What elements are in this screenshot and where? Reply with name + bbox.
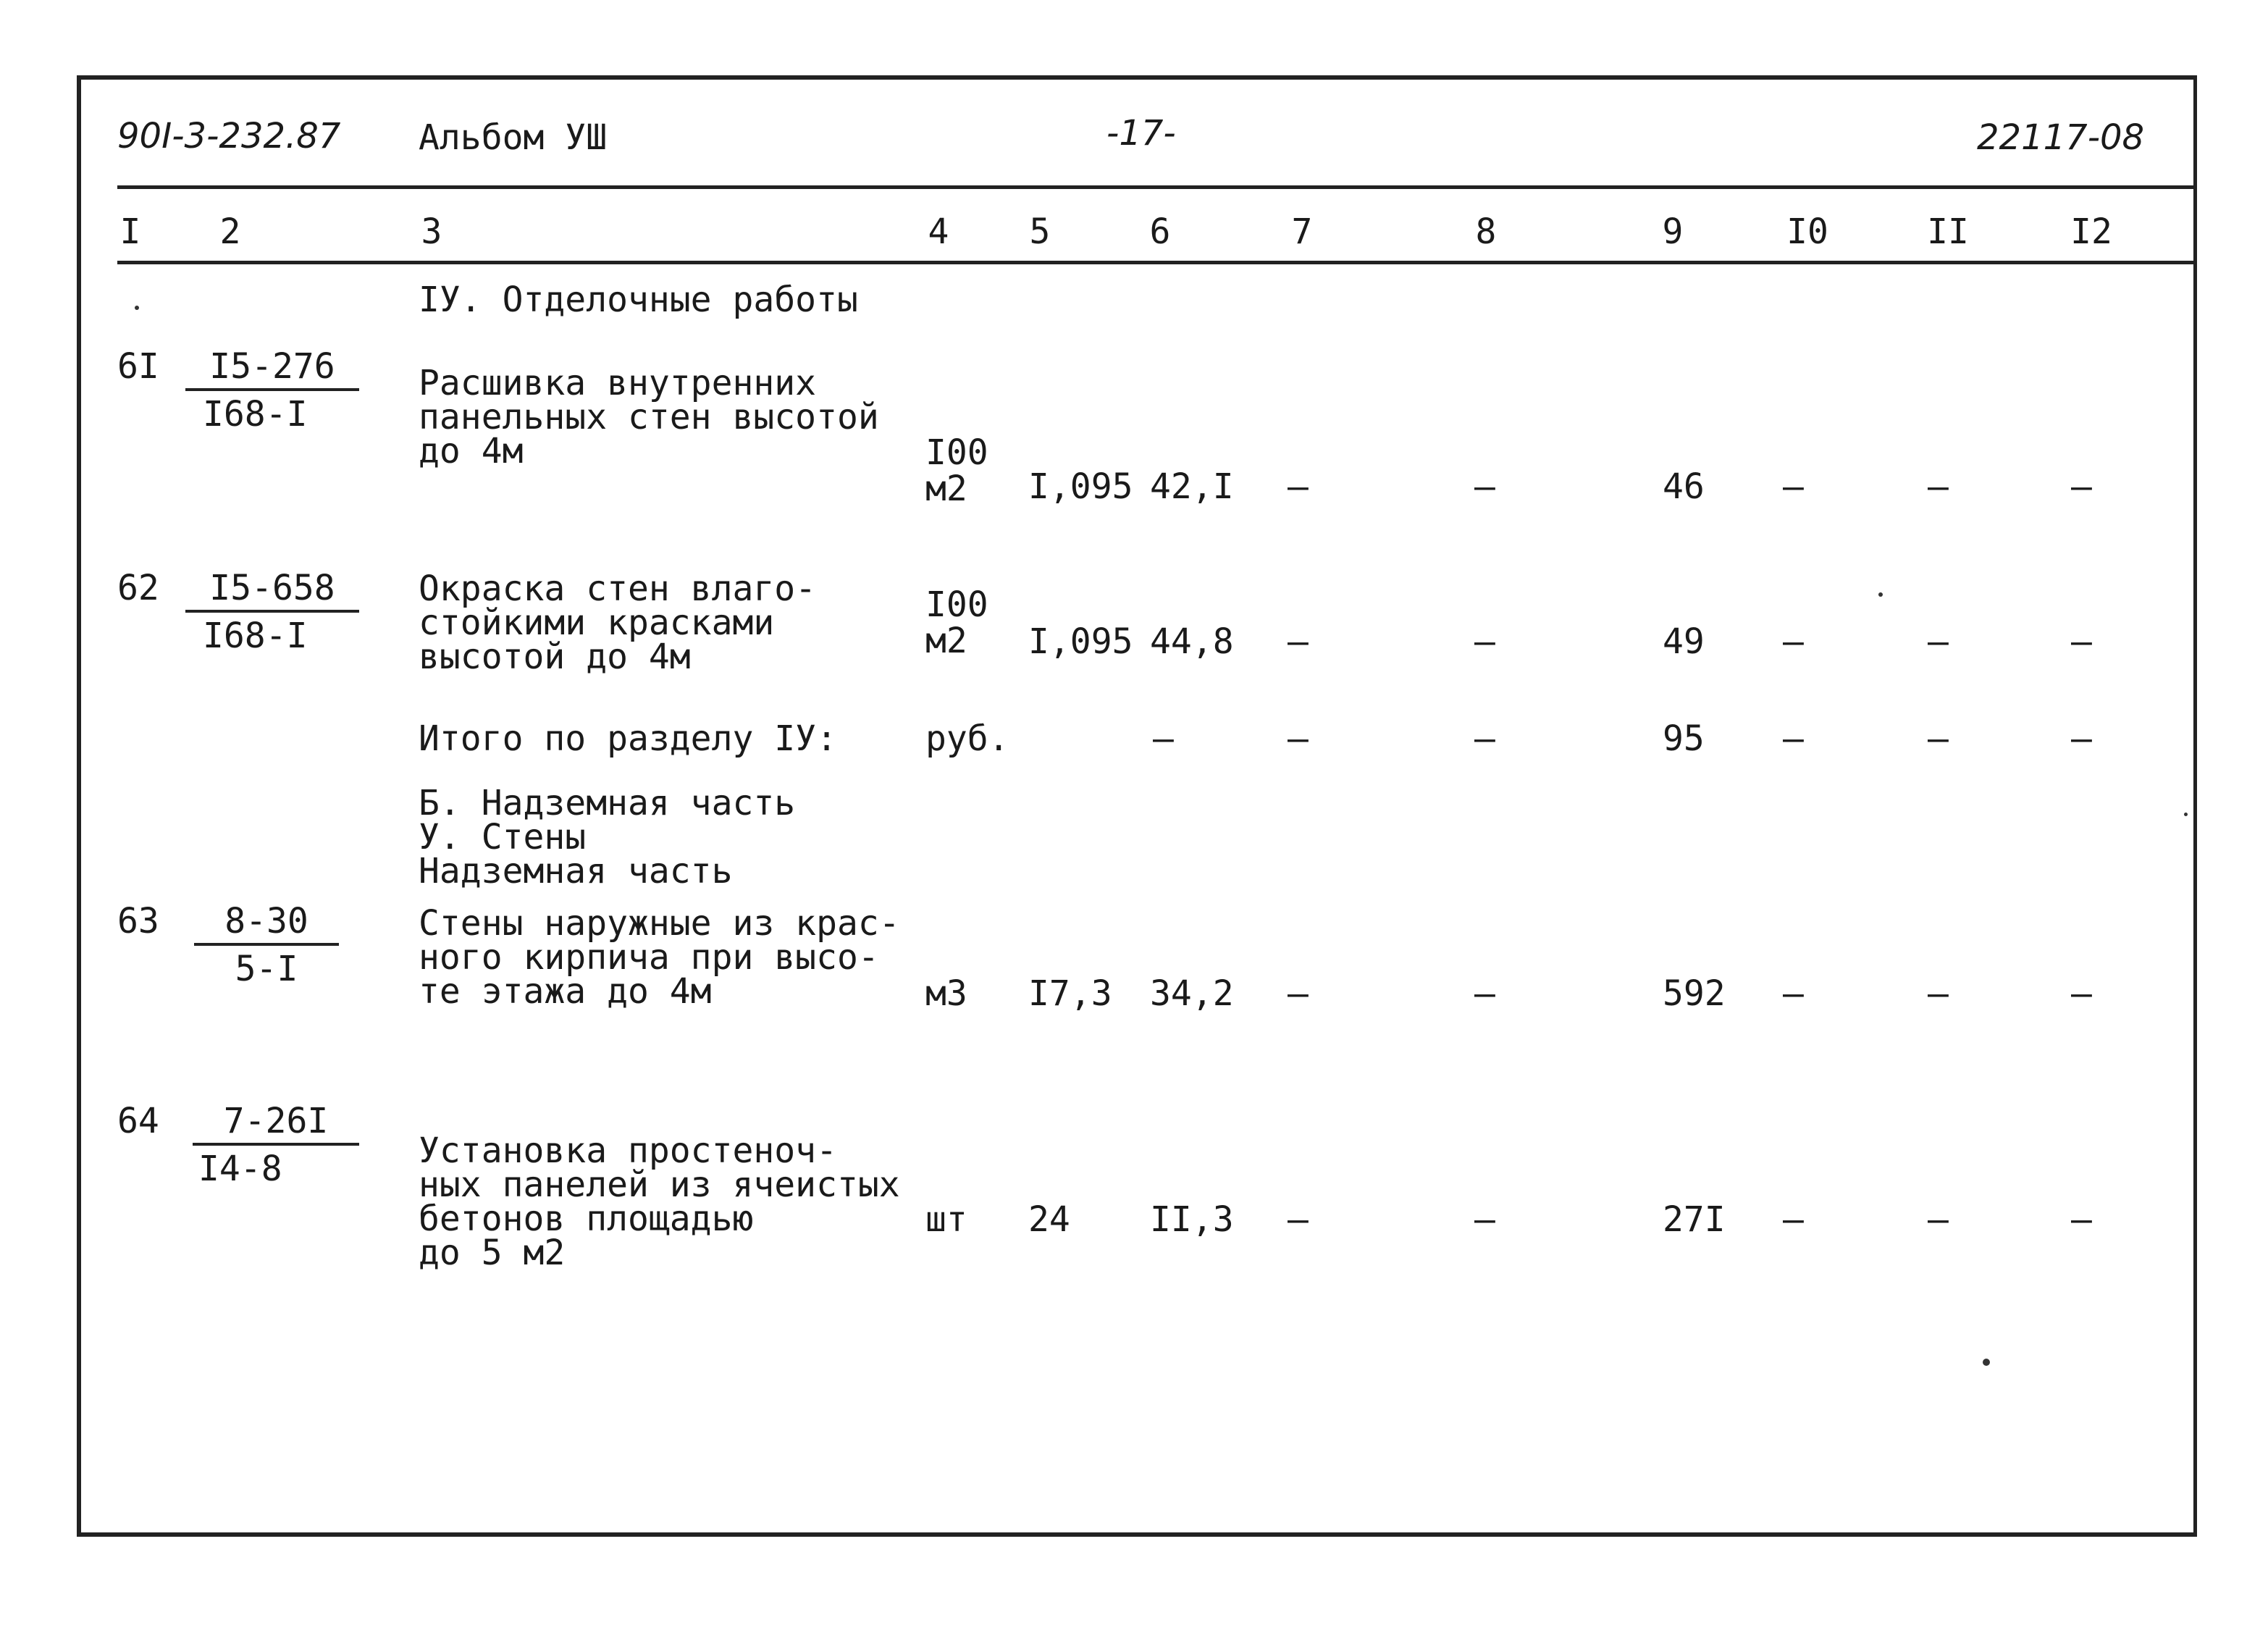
work-description: Расшивка внутренних панельных стен высотой до 4м [419,363,879,471]
col10-value: – [1783,1199,1804,1240]
col5-value: 24 [1028,1199,1070,1240]
col8-value: – [1474,718,1495,759]
col10-value: – [1783,973,1804,1014]
unit: I00 м2 [925,432,988,509]
col6-value: 42,I [1150,466,1234,507]
work-description: Установка простеноч- ных панелей из ячеистых бетонов площадью до 5 м2 [419,1130,900,1273]
subtotal-unit: руб. [925,718,1009,759]
work-description: Стены наружные из крас- ного кирпича при высо- те этажа до 4м [419,903,900,1012]
header-rule [117,185,2196,189]
subtotal-label: Итого по разделу IУ: [419,718,837,759]
col-header-12: I2 [2070,211,2112,252]
col10-value: – [1783,718,1804,759]
col9-value: 95 [1663,718,1705,759]
code-top: 8-30 [194,904,339,946]
code-top: I5-658 [185,571,359,613]
code-bottom: 5-I [235,949,298,989]
col7-value: – [1288,621,1309,662]
section-title: IУ. Отделочные работы [419,280,858,320]
scan-speck [2184,813,2188,816]
col-header-2: 2 [219,211,241,252]
col12-value: – [2071,718,2092,759]
album-title: Альбом УШ [419,117,608,158]
col11-value: – [1928,973,1949,1014]
col5-value: I,095 [1028,621,1133,662]
row-number: 63 [117,901,159,941]
col8-value: – [1474,973,1495,1014]
col7-value: – [1288,718,1309,759]
page-frame [77,75,2197,1537]
col-header-1: I [119,211,141,252]
col12-value: – [2071,466,2092,507]
col9-value: 46 [1663,466,1705,507]
col-header-3: 3 [421,211,442,252]
row-number: 64 [117,1101,159,1141]
col8-value: – [1474,621,1495,662]
unit: м3 [925,973,967,1014]
col10-value: – [1783,621,1804,662]
col-header-5: 5 [1029,211,1051,252]
scan-speck [135,306,139,310]
col5-value: I7,3 [1028,973,1112,1014]
code-bottom: I68-I [203,616,308,656]
col6-value: 34,2 [1150,973,1234,1014]
col8-value: – [1474,466,1495,507]
col7-value: – [1288,1199,1309,1240]
col9-value: 49 [1663,621,1705,662]
col9-value: 27I [1663,1199,1726,1240]
code-fraction [194,901,339,989]
unit: шт [925,1199,967,1240]
col6-value: II,3 [1150,1199,1234,1240]
code-fraction [185,568,359,656]
col6-value: 44,8 [1150,621,1234,662]
part-b-heading: Б. Надземная часть У. Стены Надземная часть [419,783,796,891]
col6-value: – [1153,718,1174,759]
col-header-9: 9 [1662,211,1684,252]
work-description: Окраска стен влаго- стойкими красками высотой до 4м [419,568,817,677]
code-top: 7-26I [193,1104,359,1146]
code-fraction [185,346,359,435]
col-header-4: 4 [928,211,949,252]
col-header-6: 6 [1149,211,1171,252]
row-number: 62 [117,568,159,608]
column-header-rule [117,261,2196,264]
scan-speck [1878,592,1883,597]
scan-speck [1983,1359,1990,1366]
col5-value: I,095 [1028,466,1133,507]
doc-number: 22117-08 [1977,117,2145,158]
col12-value: – [2071,621,2092,662]
col11-value: – [1928,1199,1949,1240]
col12-value: – [2071,973,2092,1014]
col12-value: – [2071,1199,2092,1240]
col11-value: – [1928,621,1949,662]
col-header-11: II [1927,211,1969,252]
page-number: -17- [1106,113,1176,154]
col11-value: – [1928,466,1949,507]
col7-value: – [1288,466,1309,507]
col9-value: 592 [1663,973,1726,1014]
col-header-10: I0 [1786,211,1828,252]
code-fraction [193,1101,359,1189]
unit: I00 м2 [925,584,988,661]
col-header-7: 7 [1291,211,1313,252]
col7-value: – [1288,973,1309,1014]
code-top: I5-276 [185,349,359,391]
col10-value: – [1783,466,1804,507]
row-number: 6I [117,346,159,387]
col8-value: – [1474,1199,1495,1240]
code-bottom: I68-I [203,394,308,435]
code-bottom: I4-8 [198,1149,282,1189]
col11-value: – [1928,718,1949,759]
doc-code: 90I-3-232.87 [117,116,341,156]
col-header-8: 8 [1475,211,1497,252]
